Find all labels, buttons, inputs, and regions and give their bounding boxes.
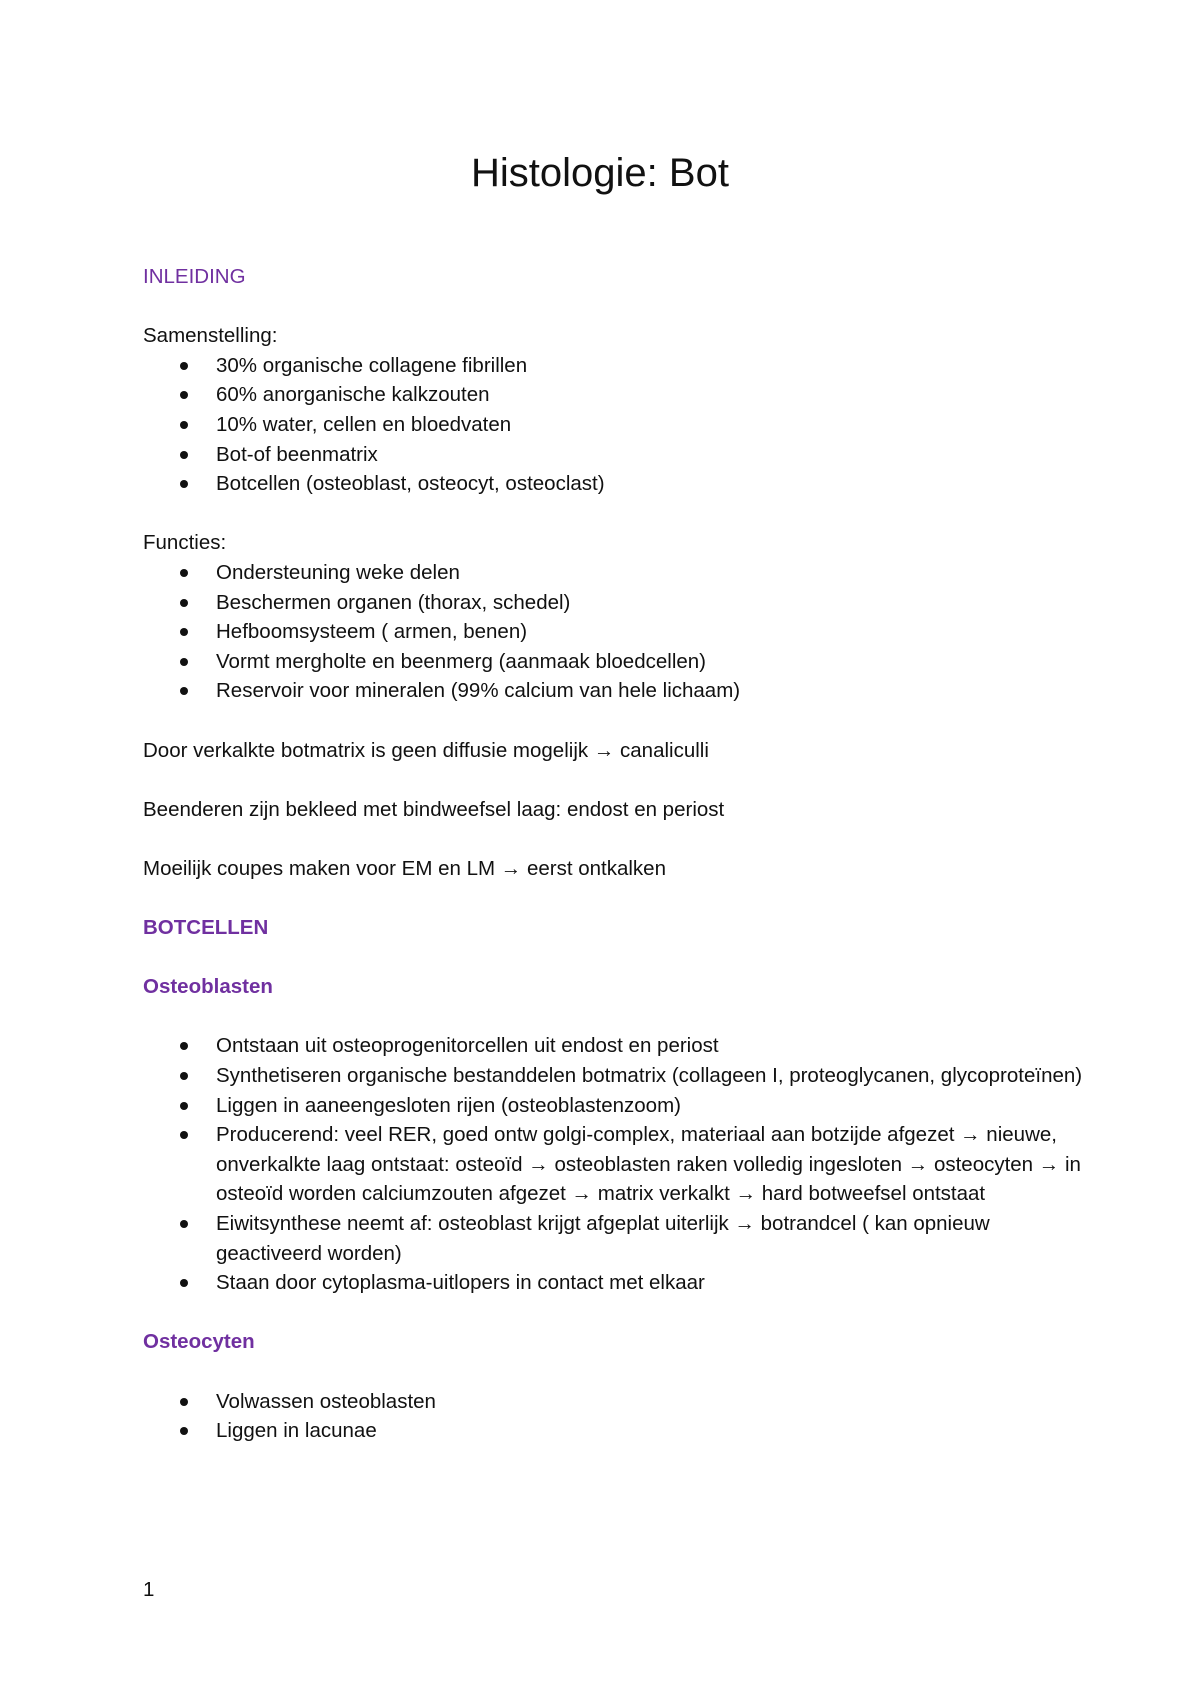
page-title: Histologie: Bot [471,151,729,195]
list-item: Producerend: veel RER, goed ontw golgi-complex, materiaal aan botzijde afgezet → nieuwe, onverkalkte laag ontstaat: osteoïd → osteoblasten raken volledig ingesloten → osteocyten → in osteoïd worden calciumzouten afgezet → matrix verkalkt → hard botweefsel ontstaat [216,1120,1083,1209]
document-body [143,262,1083,1446]
list-item: Reservoir voor mineralen (99% calcium van hele lichaam) [216,676,1083,706]
bullet-icon [180,362,188,370]
bullet-icon [180,687,188,695]
list-item: 60% anorganische kalkzouten [216,380,1083,410]
bullet-icon [180,451,188,459]
paragraph-bekleed: Beenderen zijn bekleed met bindweefsel laag: endost en periost [143,797,725,821]
bullet-icon [180,1427,188,1435]
list-item: Staan door cytoplasma-uitlopers in contact met elkaar [216,1268,1083,1298]
bullet-icon [180,1131,188,1139]
bullet-icon [180,569,188,577]
list-item: Botcellen (osteoblast, osteocyt, osteoclast) [216,469,1083,499]
osteoblasten-list [143,1031,1083,1297]
bullet-icon [180,421,188,429]
list-item: Liggen in lacunae [216,1416,1083,1446]
bullet-icon [180,1220,188,1228]
list-item: Hefboomsysteem ( armen, benen) [216,617,1083,647]
list-item: Volwassen osteoblasten [216,1387,1083,1417]
list-item: Ondersteuning weke delen [216,558,1083,588]
list-item: Ontstaan uit osteoprogenitorcellen uit endost en periost [216,1031,1083,1061]
bullet-icon [180,628,188,636]
bullet-icon [180,1042,188,1050]
list-item: Bot-of beenmatrix [216,440,1083,470]
page-number: 1 [143,1578,155,1601]
bullet-icon [180,480,188,488]
functies-label: Functies: [143,531,227,555]
list-item: Vormt mergholte en beenmerg (aanmaak bloedcellen) [216,647,1083,677]
list-item: Synthetiseren organische bestanddelen botmatrix (collageen I, proteoglycanen, glycoproteïnen) [216,1061,1083,1091]
bullet-icon [180,1279,188,1287]
functies-list [143,558,1083,706]
bullet-icon [180,1102,188,1110]
section-heading-botcellen: BOTCELLEN [143,916,269,940]
list-item: Eiwitsynthese neemt af: osteoblast krijgt afgeplat uiterlijk → botrandcel ( kan opnieuw geactiveerd worden) [216,1209,1083,1268]
samenstelling-list [143,351,1083,499]
bullet-icon [180,658,188,666]
bullet-icon [180,1072,188,1080]
osteocyten-list [143,1387,1083,1446]
subheading-osteocyten: Osteocyten [143,1330,255,1354]
bullet-icon [180,599,188,607]
bullet-icon [180,391,188,399]
bullet-icon [180,1398,188,1406]
list-item: 30% organische collagene fibrillen [216,351,1083,381]
samenstelling-label: Samenstelling: [143,324,278,348]
list-item: Liggen in aaneengesloten rijen (osteoblastenzoom) [216,1091,1083,1121]
list-item: 10% water, cellen en bloedvaten [216,410,1083,440]
paragraph-coupes: Moeilijk coupes maken voor EM en LM → eerst ontkalken [143,856,666,880]
paragraph-diffusie: Door verkalkte botmatrix is geen diffusie mogelijk → canaliculli [143,738,709,762]
subheading-osteoblasten: Osteoblasten [143,975,273,999]
list-item: Beschermen organen (thorax, schedel) [216,588,1083,618]
section-heading-inleiding: INLEIDING [143,265,246,288]
